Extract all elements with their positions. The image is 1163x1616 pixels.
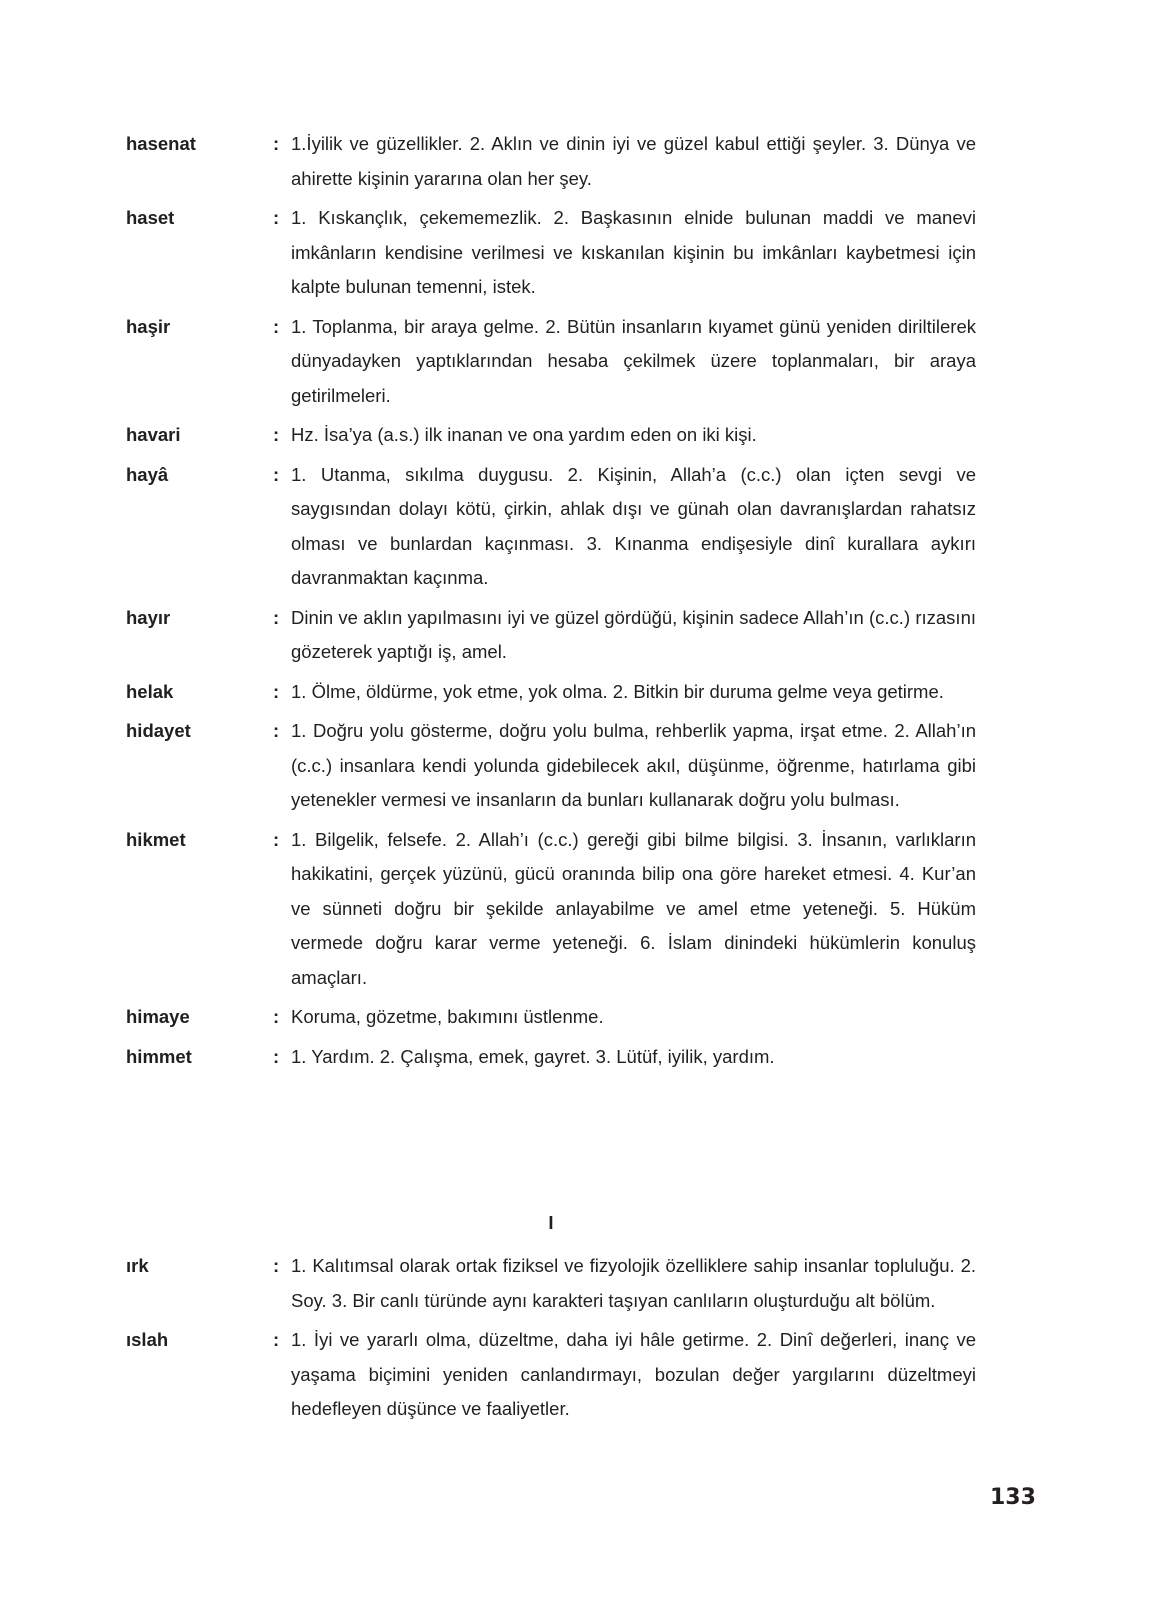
entry-colon: : xyxy=(273,1045,280,1067)
entry-colon: : xyxy=(273,606,280,628)
glossary-section-i xyxy=(126,1249,976,1432)
entry-colon: : xyxy=(273,207,280,228)
entry-term: hayâ xyxy=(126,463,169,485)
glossary-entry xyxy=(126,1000,976,1035)
entry-definition: 1. Kalıtımsal olarak ortak fiziksel ve fizyolojik özelliklere sahip insanlar topluluğu. 2. Soy. 3. Bir canlı türünde aynı karakteri taşıyan canlıların oluşturduğu alt bölüm. xyxy=(291,1255,976,1311)
entry-term: ırk xyxy=(126,1255,149,1276)
entry-definition: 1. Toplanma, bir araya gelme. 2. Bütün insanların kıyamet günü yeniden diriltilerek dünyadayken yaptıklarından hesaba çekilmek üzere toplanmaları, bir araya getirilmeleri. xyxy=(291,315,976,406)
entry-definition: 1. Bilgelik, felsefe. 2. Allah’ı (c.c.) gereği gibi bilme bilgisi. 3. İnsanın, varlıkların hakikatini, gerçek yüzünü, gücü oranında bilip ona göre hareket etmesi. 4. Kur’an ve sünneti doğru bir şekilde anlayabilme ve amel etme yeteneği. 5. Hüküm vermede doğru karar verme yeteneği. 6. İslam dinindeki hükümlerin konuluş amaçları. xyxy=(291,828,976,988)
entry-colon: : xyxy=(273,720,280,741)
entry-term: himmet xyxy=(126,1045,192,1067)
glossary-section-h xyxy=(126,127,976,1079)
glossary-entry xyxy=(126,1040,976,1075)
entry-colon: : xyxy=(273,1006,280,1027)
glossary-entry xyxy=(126,823,976,996)
glossary-entry xyxy=(126,675,976,710)
entry-definition: 1. Ölme, öldürme, yok etme, yok olma. 2. Bitkin bir duruma gelme veya getirme. xyxy=(291,680,944,702)
entry-term: havari xyxy=(126,424,181,445)
entry-definition: Dinin ve aklın yapılmasını iyi ve güzel gördüğü, kişinin sadece Allah’ın (c.c.) rızasını gözeterek yaptığı iş, amel. xyxy=(291,606,976,662)
entry-definition: 1. İyi ve yararlı olma, düzeltme, daha iyi hâle getirme. 2. Dinî değerleri, inanç ve yaşama biçimini yeniden canlandırmayı, bozulan değer yargılarını düzeltmeyi hedefleyen düşünce ve faaliyetler. xyxy=(291,1329,976,1419)
entry-definition: 1. Utanma, sıkılma duygusu. 2. Kişinin, Allah’a (c.c.) olan içten sevgi ve saygısından dolayı kötü, çirkin, ahlak dışı ve günah olan davranışlardan rahatsız olması ve bunlardan kaçınması. 3. Kınanma endişesiyle dinî kurallara aykırı davranmaktan kaçınma. xyxy=(291,463,976,588)
entry-term: hasenat xyxy=(126,133,196,154)
entry-term: haşir xyxy=(126,315,171,337)
page-number: 133 xyxy=(990,1485,1036,1510)
glossary-entry xyxy=(126,601,976,670)
entry-colon: : xyxy=(273,1329,280,1350)
entry-term: helak xyxy=(126,680,174,702)
entry-colon: : xyxy=(273,1255,280,1276)
entry-colon: : xyxy=(273,424,280,445)
entry-colon: : xyxy=(273,828,280,850)
glossary-entry xyxy=(126,1249,976,1318)
entry-term: himaye xyxy=(126,1006,190,1027)
glossary-entry xyxy=(126,1323,976,1427)
entry-term: ıslah xyxy=(126,1329,169,1350)
entry-definition: Koruma, gözetme, bakımını üstlenme. xyxy=(291,1006,604,1027)
glossary-entry xyxy=(126,458,976,596)
entry-term: haset xyxy=(126,207,175,228)
glossary-entry xyxy=(126,418,976,453)
entry-definition: 1. Yardım. 2. Çalışma, emek, gayret. 3. Lütüf, iyilik, yardım. xyxy=(291,1045,775,1067)
entry-term: hayır xyxy=(126,606,171,628)
entry-definition: 1. Doğru yolu gösterme, doğru yolu bulma, rehberlik yapma, irşat etme. 2. Allah’ın (c.c.) insanlara kendi yolunda gidebilecek akıl, düşünme, öğrenme, hatırlama gibi yetenekler vermesi ve insanların da bunları kullanarak doğru yolu bulması. xyxy=(291,720,976,810)
entry-colon: : xyxy=(273,315,280,337)
glossary-entry xyxy=(126,127,976,196)
entry-term: hidayet xyxy=(126,720,191,741)
glossary-entry xyxy=(126,714,976,818)
letter-heading: I xyxy=(548,1212,554,1233)
entry-definition: 1.İyilik ve güzellikler. 2. Aklın ve dinin iyi ve güzel kabul ettiği şeyler. 3. Dünya ve ahirette kişinin yararına olan her şey. xyxy=(291,133,976,189)
entry-term: hikmet xyxy=(126,828,186,850)
glossary-entry xyxy=(126,310,976,414)
entry-definition: Hz. İsa’ya (a.s.) ilk inanan ve ona yardım eden on iki kişi. xyxy=(291,424,757,445)
glossary-entry xyxy=(126,201,976,305)
entry-colon: : xyxy=(273,680,280,702)
entry-definition: 1. Kıskançlık, çekememezlik. 2. Başkasının elnide bulunan maddi ve manevi imkânların kendisine verilmesi ve kıskanılan kişinin bu imkânları kaybetmesi için kalpte bulunan temenni, istek. xyxy=(291,207,976,297)
entry-colon: : xyxy=(273,133,280,154)
entry-colon: : xyxy=(273,463,280,485)
